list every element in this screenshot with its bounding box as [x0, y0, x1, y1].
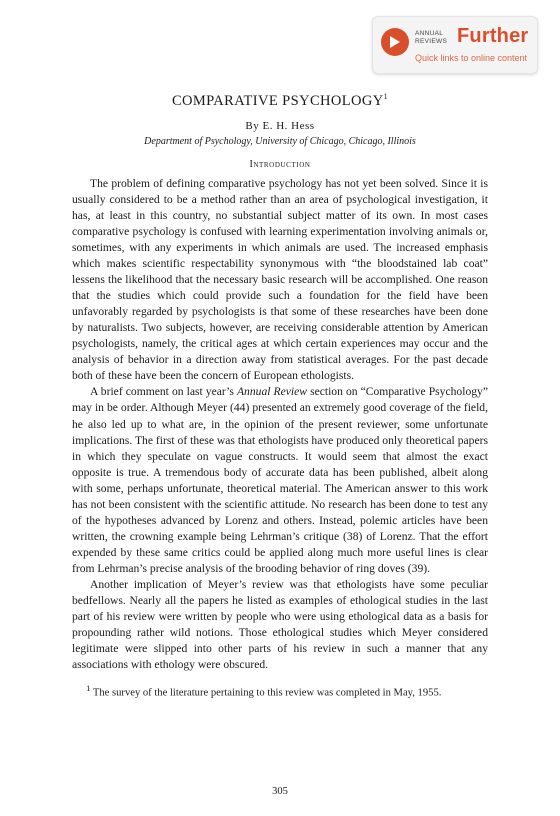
footnote: $^1$ The survey of the literature pertaining to this review was completed in May, 1955. — [86, 683, 442, 699]
title-footnote-mark: 1 — [383, 92, 389, 101]
article-page — [72, 88, 488, 701]
page-number: 305 — [272, 786, 288, 797]
article-title: COMPARATIVE PSYCHOLOGY$^1$ — [171, 92, 389, 109]
quick-links-link[interactable]: Quick links to online content — [415, 53, 528, 63]
play-logo-icon — [381, 28, 409, 56]
footnote-mark: 1 — [86, 683, 91, 694]
annual-reviews-further-badge[interactable] — [372, 16, 538, 74]
annual-review-italic: Annual Review — [236, 385, 307, 399]
article-affiliation: Department of Psychology, University of Chicago, Chicago, Illinois — [144, 135, 416, 147]
annual-reviews-logo-text: ANNUAL REVIEWS — [415, 30, 448, 45]
paragraph-1: The problem of defining comparative psychology has not yet been solved. Since it is usually considered to be a method rather than an area of psychological investigation, it has, at least in this country, no substantial subject matter of its own. In most cases comparative psychology is confused with learning experimentation involving animals or, sometimes, with any experiments in which animals are used. The increased emphasis which makes scientific respectability synonymous with “the bloodstained lab coat” lessens the likelihood that the necessary basic research will be accomplished. One reason that the studies which could provide such a foundation for the field have been unfavorably regarded by psychologists is that some of these researches have been done by naturalists. Two subjects, however, are receiving considerable attention by American psychologists, namely, the critical ages at which certain experiences may occur and the analysis of behavior in a direction away from statistical averages. For the past decade both of these have been the concern of European ethologists. — [72, 176, 488, 383]
paragraph-2: A brief comment on last year’s Annual Review section on “Comparative Psychology” may in be order. Although Meyer (44) presented an extremely good coverage of the field, he also led up to what are, in the opinion of the present reviewer, some unfortunate implications. The first of these was that ethologists have produced only theoretical papers in which they speculate on vague constructs. It would seem that almost the exact opposite is true. A tremendous body of accurate data has been published, albeit along with some, perhaps unfortunate, theoretical material. The American answer to this work has not been consistent with the scientific attitude. No research has been done to test any of the hypotheses advanced by Lorenz and others. Instead, polemic articles have been written, the crowning example being Lehrman’s critique (38) of Lorenz. That the effort expended by these same critics could be applied along much more useful lines is clear from Lehrman’s precise analysis of the brooding behavior of ring doves (39). — [72, 385, 488, 575]
paragraph-3: Another implication of Meyer’s review was that ethologists have some peculiar bedfellows. Nearly all the papers he listed as examples of ethological studies in the last part of his review were written by people who were using ethological data as a basis for propounding rather wild notions. Those ethological studies which Meyer considered legitimate were slipped into other parts of his review in such a manner that any associations with ethology were obscured. — [72, 578, 488, 672]
article-author: By E. H. Hess — [245, 119, 315, 132]
section-heading: Introduction — [249, 158, 311, 170]
article-body — [72, 176, 488, 673]
further-title: Further — [457, 25, 529, 47]
